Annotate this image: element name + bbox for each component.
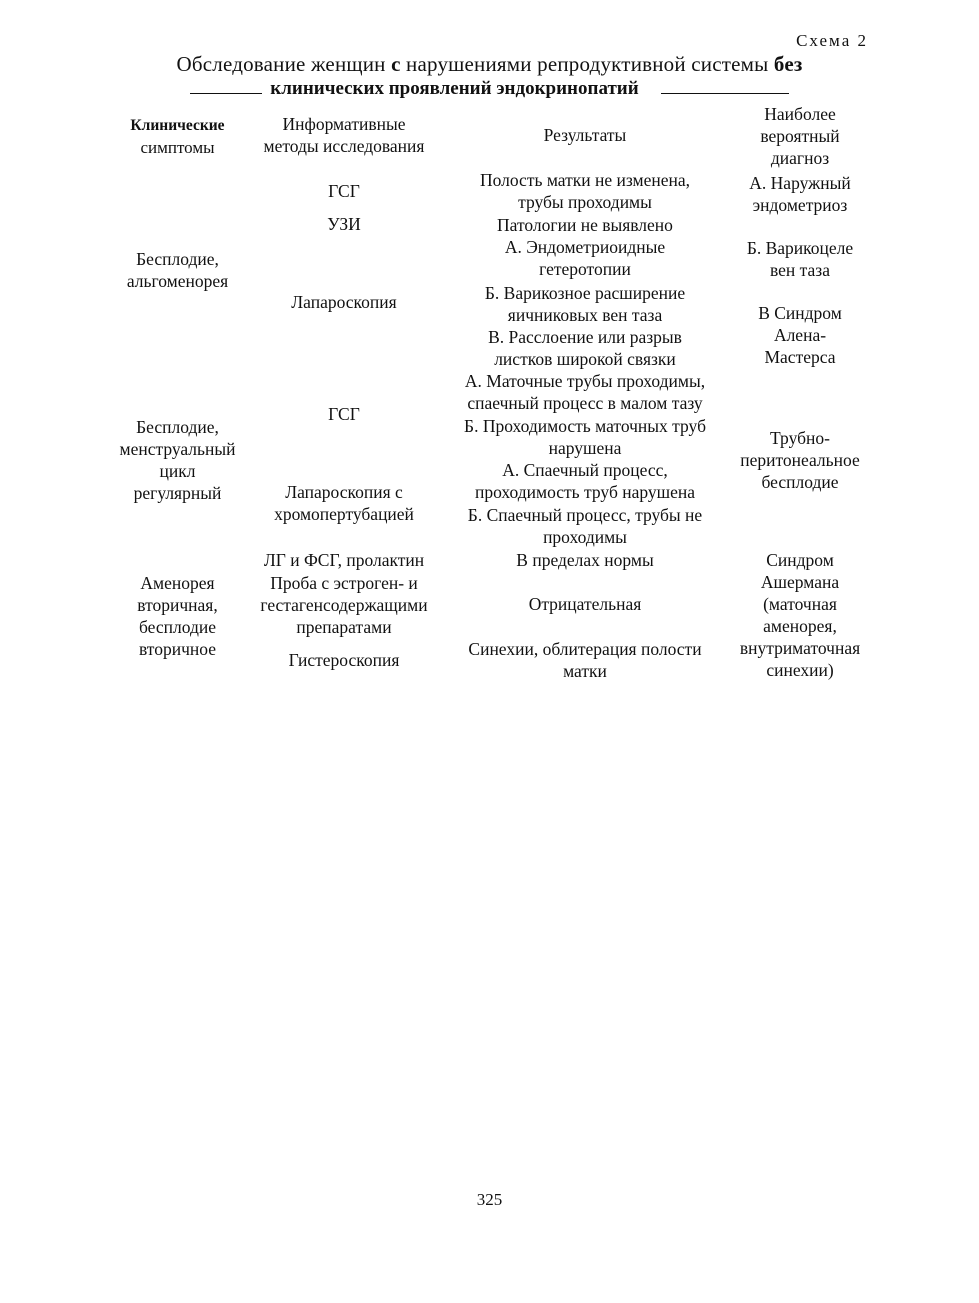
group1-result-a — [446, 236, 724, 280]
group3-symptom-line4: вторичное — [138, 639, 216, 659]
group1-diagnosis-v-line2: Алена- — [773, 325, 827, 345]
group2-method-gsg: ГСГ — [328, 404, 360, 424]
group2-symptom-line2: менструальный — [119, 439, 236, 459]
group1-result-b — [446, 282, 724, 326]
group3-diagnosis-line5: внутриматочная — [739, 638, 861, 658]
title-underline-left — [190, 79, 262, 94]
group3-method-test-line3: препаратами — [296, 617, 392, 637]
group1-diagnosis-b-line1: Б. Варикоцеле — [746, 238, 854, 258]
group3-method-test-line1: Проба с эстроген- и — [270, 573, 418, 593]
group1-result-gsg — [446, 169, 724, 213]
group1-result-b-line2: яичниковых вен таза — [507, 305, 663, 325]
group1-result-gsg-line2: трубы проходимы — [518, 192, 652, 212]
header-symptoms — [105, 115, 250, 159]
header-diagnosis-line1: Наиболее — [764, 104, 836, 124]
group1-symptom — [105, 248, 250, 292]
group1-diagnosis-v-line1: В Синдром — [758, 303, 842, 323]
group2-result-gsg-a-line1: А. Маточные трубы проходимы, — [464, 371, 706, 391]
group1-result-v-line2: листков широкой связки — [494, 349, 676, 369]
group2-result-lap-b-line1: Б. Спаечный процесс, трубы не — [467, 505, 703, 525]
group2-symptom — [105, 416, 250, 504]
group3-diagnosis — [724, 549, 876, 681]
group2-result-lap-a-line2: проходимость труб нарушена — [474, 482, 695, 502]
group2-result-gsg-b-line1: Б. Проходимость маточных труб — [464, 416, 706, 436]
group1-diagnosis-b — [724, 237, 876, 281]
group2-diagnosis-line2: перитонеальное — [740, 450, 860, 470]
group2-diagnosis — [724, 427, 876, 493]
title-part1: Обследование женщин — [176, 52, 392, 76]
header-diagnosis — [724, 103, 876, 169]
group3-diagnosis-line6: синехии) — [766, 660, 834, 680]
group3-symptom-line3: бесплодие — [138, 617, 217, 637]
group1-result-a-line2: гетеротопии — [539, 259, 631, 279]
group1-diagnosis-a-line1: А. Наружный — [749, 173, 851, 193]
group3-method-hysteroscopy: Гистероскопия — [288, 650, 400, 670]
title-part2-bold: с — [391, 52, 401, 76]
title-underline-right — [661, 79, 789, 94]
group1-result-b-line1: Б. Варикозное расширение — [484, 283, 686, 303]
group1-diagnosis-a-line2: эндометриоз — [752, 195, 848, 215]
group3-method-test — [248, 572, 440, 638]
group3-result-test: Отрицательная — [528, 594, 642, 614]
group3-method-test-line2: гестагенсодержащими — [260, 595, 428, 615]
group1-result-v — [446, 326, 724, 370]
group3-result-hysteroscopy-line2: матки — [563, 661, 607, 681]
group2-diagnosis-line3: бесплодие — [761, 472, 839, 492]
group3-result-hysteroscopy — [446, 638, 724, 682]
group1-diagnosis-v-line3: Мастерса — [764, 347, 836, 367]
group2-result-gsg-b-line2: нарушена — [548, 438, 622, 458]
group2-result-gsg-b — [446, 415, 724, 459]
group1-method-gsg: ГСГ — [328, 181, 360, 201]
group1-diagnosis-b-line2: вен таза — [770, 260, 830, 280]
header-methods-line1: Информативные — [282, 114, 406, 134]
group1-result-uzi: Патологии не выявлено — [497, 215, 673, 235]
group3-symptom-line1: Аменорея — [140, 573, 215, 593]
group2-result-gsg-a-line2: спаечный процесс в малом тазу — [467, 393, 703, 413]
group1-result-gsg-line1: Полость матки не изменена, — [479, 170, 691, 190]
header-diagnosis-line3: диагноз — [770, 148, 830, 168]
group2-method-laparoscopy-line2: хромопертубацией — [274, 504, 414, 524]
group3-diagnosis-line2: Ашермана — [760, 572, 840, 592]
page-title-line2 — [0, 78, 979, 100]
page-title — [0, 52, 979, 77]
page-number: 325 — [476, 1190, 503, 1209]
group2-result-lap-a — [446, 459, 724, 503]
group1-symptom-line1: Бесплодие, — [136, 249, 219, 269]
header-methods-line2: методы исследования — [263, 136, 425, 156]
group1-method-uzi: УЗИ — [327, 214, 361, 234]
header-diagnosis-line2: вероятный — [760, 126, 840, 146]
title-part3: нарушениями репродуктивной системы — [400, 52, 774, 76]
group2-result-lap-a-line1: А. Спаечный процесс, — [502, 460, 668, 480]
group3-symptom-line2: вторичная, — [137, 595, 218, 615]
group1-result-v-line1: В. Расслоение или разрыв — [488, 327, 682, 347]
group3-symptom — [105, 572, 250, 660]
group2-symptom-line4: регулярный — [133, 483, 222, 503]
group2-method-laparoscopy — [248, 481, 440, 525]
header-results: Результаты — [543, 125, 627, 145]
group3-diagnosis-line4: аменорея, — [763, 616, 837, 636]
title-part4-bold: без — [773, 52, 803, 76]
title-line2-text: клинических проявлений эндокринопатий — [270, 78, 639, 99]
header-symptoms-line2: симптомы — [140, 138, 215, 157]
group3-diagnosis-line3: (маточная — [763, 594, 837, 614]
group1-diagnosis-a — [724, 172, 876, 216]
group3-diagnosis-line1: Синдром — [766, 550, 834, 570]
group2-diagnosis-line1: Трубно- — [770, 428, 830, 448]
group2-symptom-line1: Бесплодие, — [136, 417, 219, 437]
group1-symptom-line2: альгоменорея — [126, 271, 229, 291]
header-methods — [248, 113, 440, 157]
group3-method-hormones: ЛГ и ФСГ, пролактин — [263, 550, 425, 570]
group2-result-lap-b-line2: проходимы — [543, 527, 627, 547]
group3-result-hysteroscopy-line1: Синехии, облитерация полости — [468, 639, 702, 659]
group2-symptom-line3: цикл — [159, 461, 196, 481]
group2-method-laparoscopy-line1: Лапароскопия с — [285, 482, 403, 502]
group1-method-laparoscopy: Лапароскопия — [291, 292, 397, 312]
header-symptoms-line1: Клинические — [130, 117, 225, 134]
group1-result-a-line1: А. Эндометриоидные — [504, 237, 666, 257]
group2-result-lap-b — [446, 504, 724, 548]
group1-diagnosis-v — [724, 302, 876, 368]
scheme-label: Схема 2 — [796, 31, 868, 50]
group2-result-gsg-a — [446, 370, 724, 414]
group3-result-hormones: В пределах нормы — [516, 550, 654, 570]
